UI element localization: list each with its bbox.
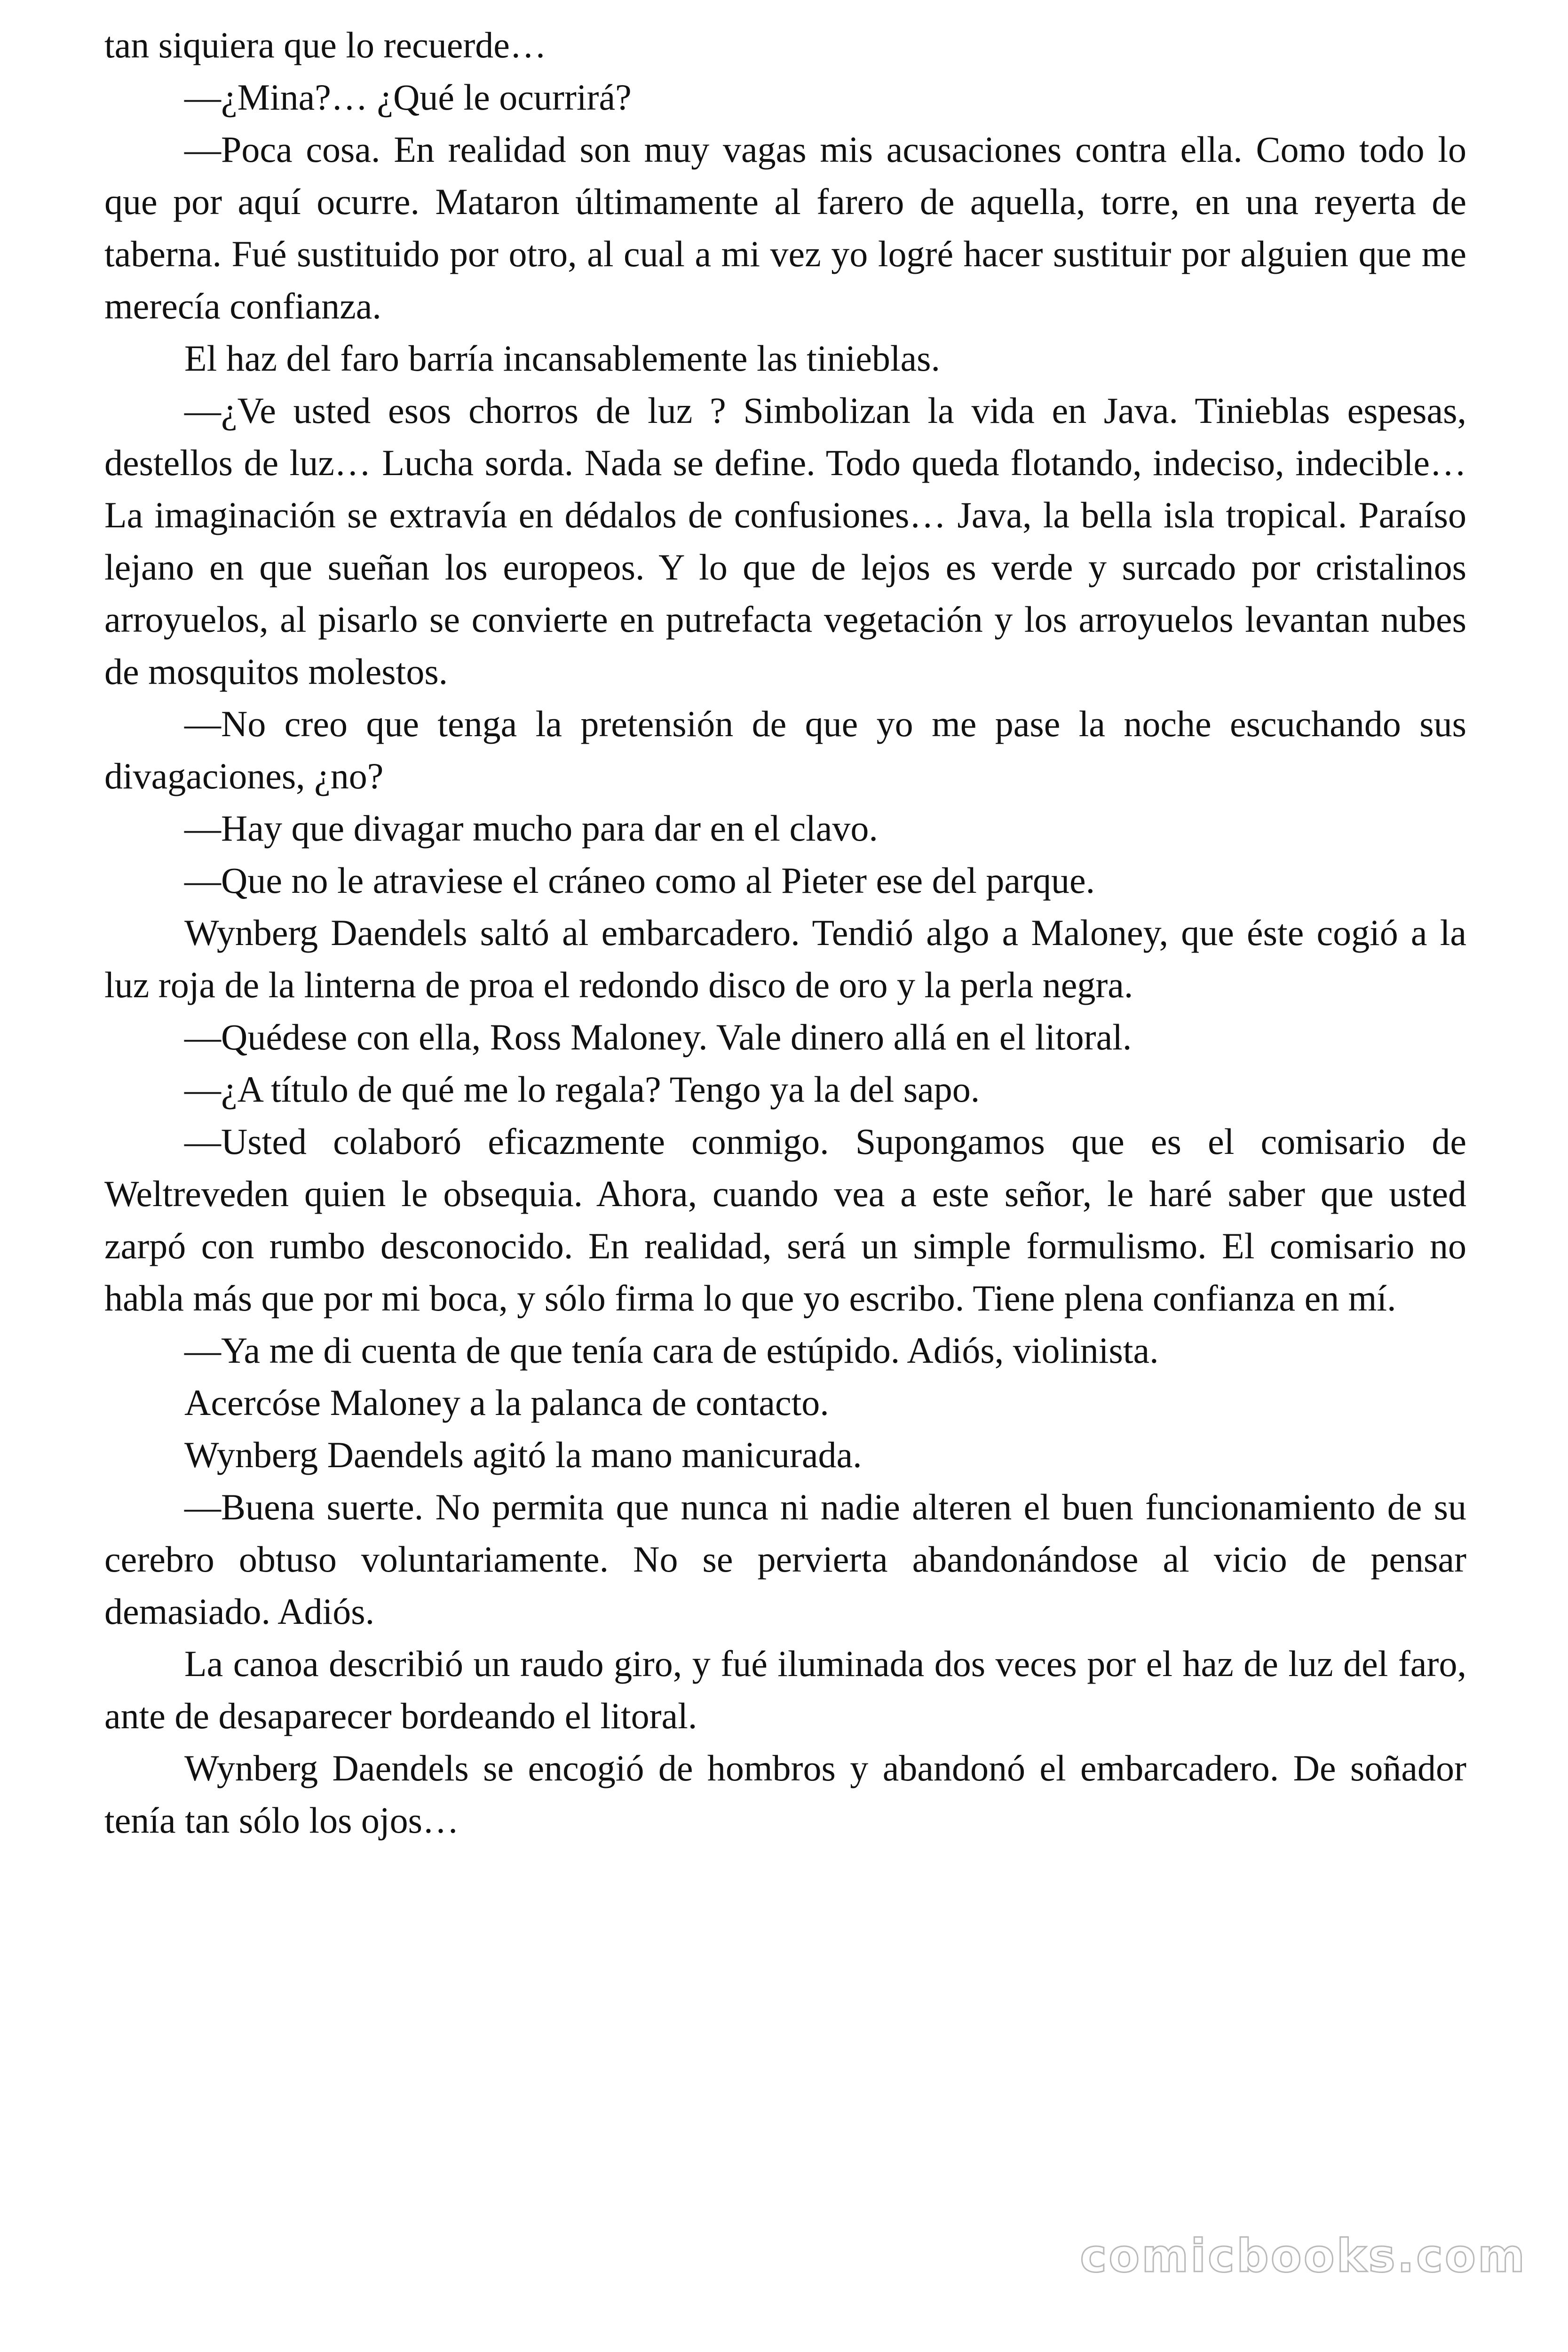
paragraph: El haz del faro barría incansablemente las tinieblas. [184,338,940,379]
body-text [104,19,1466,1846]
paragraph: —¿A título de qué me lo regala? Tengo ya la del sapo. [184,1069,980,1110]
paragraph: —Quédese con ella, Ross Maloney. Vale dinero allá en el litoral. [184,1017,1132,1057]
paragraph: —Ya me di cuenta de que tenía cara de estúpido. Adiós, violinista. [184,1330,1159,1371]
paragraph: —Usted colaboró eficazmente conmigo. Supongamos que es el comisario de Weltreveden quien le obsequia. Ahora, cuando vea a este señor, le haré saber que usted zarpó con rumbo desconocido. En realidad, será un simple formulismo. El comisario no habla más que por mi boca, y sólo firma lo que yo escribo. Tiene plena confianza en mí. [104,1121,1466,1319]
paragraph: Wynberg Daendels saltó al embarcadero. Tendió algo a Maloney, que éste cogió a la luz roja de la linterna de proa el redondo disco de oro y la perla negra. [104,912,1466,1005]
paragraph: —Que no le atraviese el cráneo como al Pieter ese del parque. [184,860,1095,901]
paragraph: —¿Mina?… ¿Qué le ocurrirá? [184,77,632,118]
paragraph: Wynberg Daendels agitó la mano manicurada. [184,1434,862,1475]
paragraph: Acercóse Maloney a la palanca de contacto. [184,1382,829,1423]
paragraph: tan siquiera que lo recuerde… [104,24,546,65]
paragraph: La canoa describió un raudo giro, y fué iluminada dos veces por el haz de luz del faro, ante de desaparecer bordeando el litoral. [104,1643,1466,1736]
paragraph: —Poca cosa. En realidad son muy vagas mis acusaciones contra ella. Como todo lo que por aquí ocurre. Mataron últimamente al farero de aquella, torre, en una reyerta de taberna. Fué sustituido por otro, al cual a mi vez yo logré hacer sustituir por alguien que me merecía confianza. [104,129,1466,326]
paragraph: —Buena suerte. No permita que nunca ni nadie alteren el buen funcionamiento de su cerebro obtuso voluntariamente. No se pervierta abandonándose al vicio de pensar demasiado. Adiós. [104,1486,1466,1632]
paragraph: —Hay que divagar mucho para dar en el clavo. [184,808,878,849]
paragraph: —No creo que tenga la pretensión de que yo me pase la noche escuchando sus divagaciones, ¿no? [104,703,1466,796]
paragraph: —¿Ve usted esos chorros de luz ? Simbolizan la vida en Java. Tinieblas espesas, destellos de luz… Lucha sorda. Nada se define. Todo queda flotando, indeciso, indecible… La imaginación se extravía en dédalos de confusiones… Java, la bella isla tropical. Paraíso lejano en que sueñan los europeos. Y lo que de lejos es verde y surcado por cristalinos arroyuelos, al pisarlo se convierte en putrefacta vegetación y los arroyuelos levantan nubes de mosquitos molestos. [104,390,1466,692]
watermark: comicbooks.com [1080,2230,1527,2282]
paragraph: Wynberg Daendels se encogió de hombros y abandonó el embarcadero. De soñador tenía tan sólo los ojos… [104,1748,1466,1841]
